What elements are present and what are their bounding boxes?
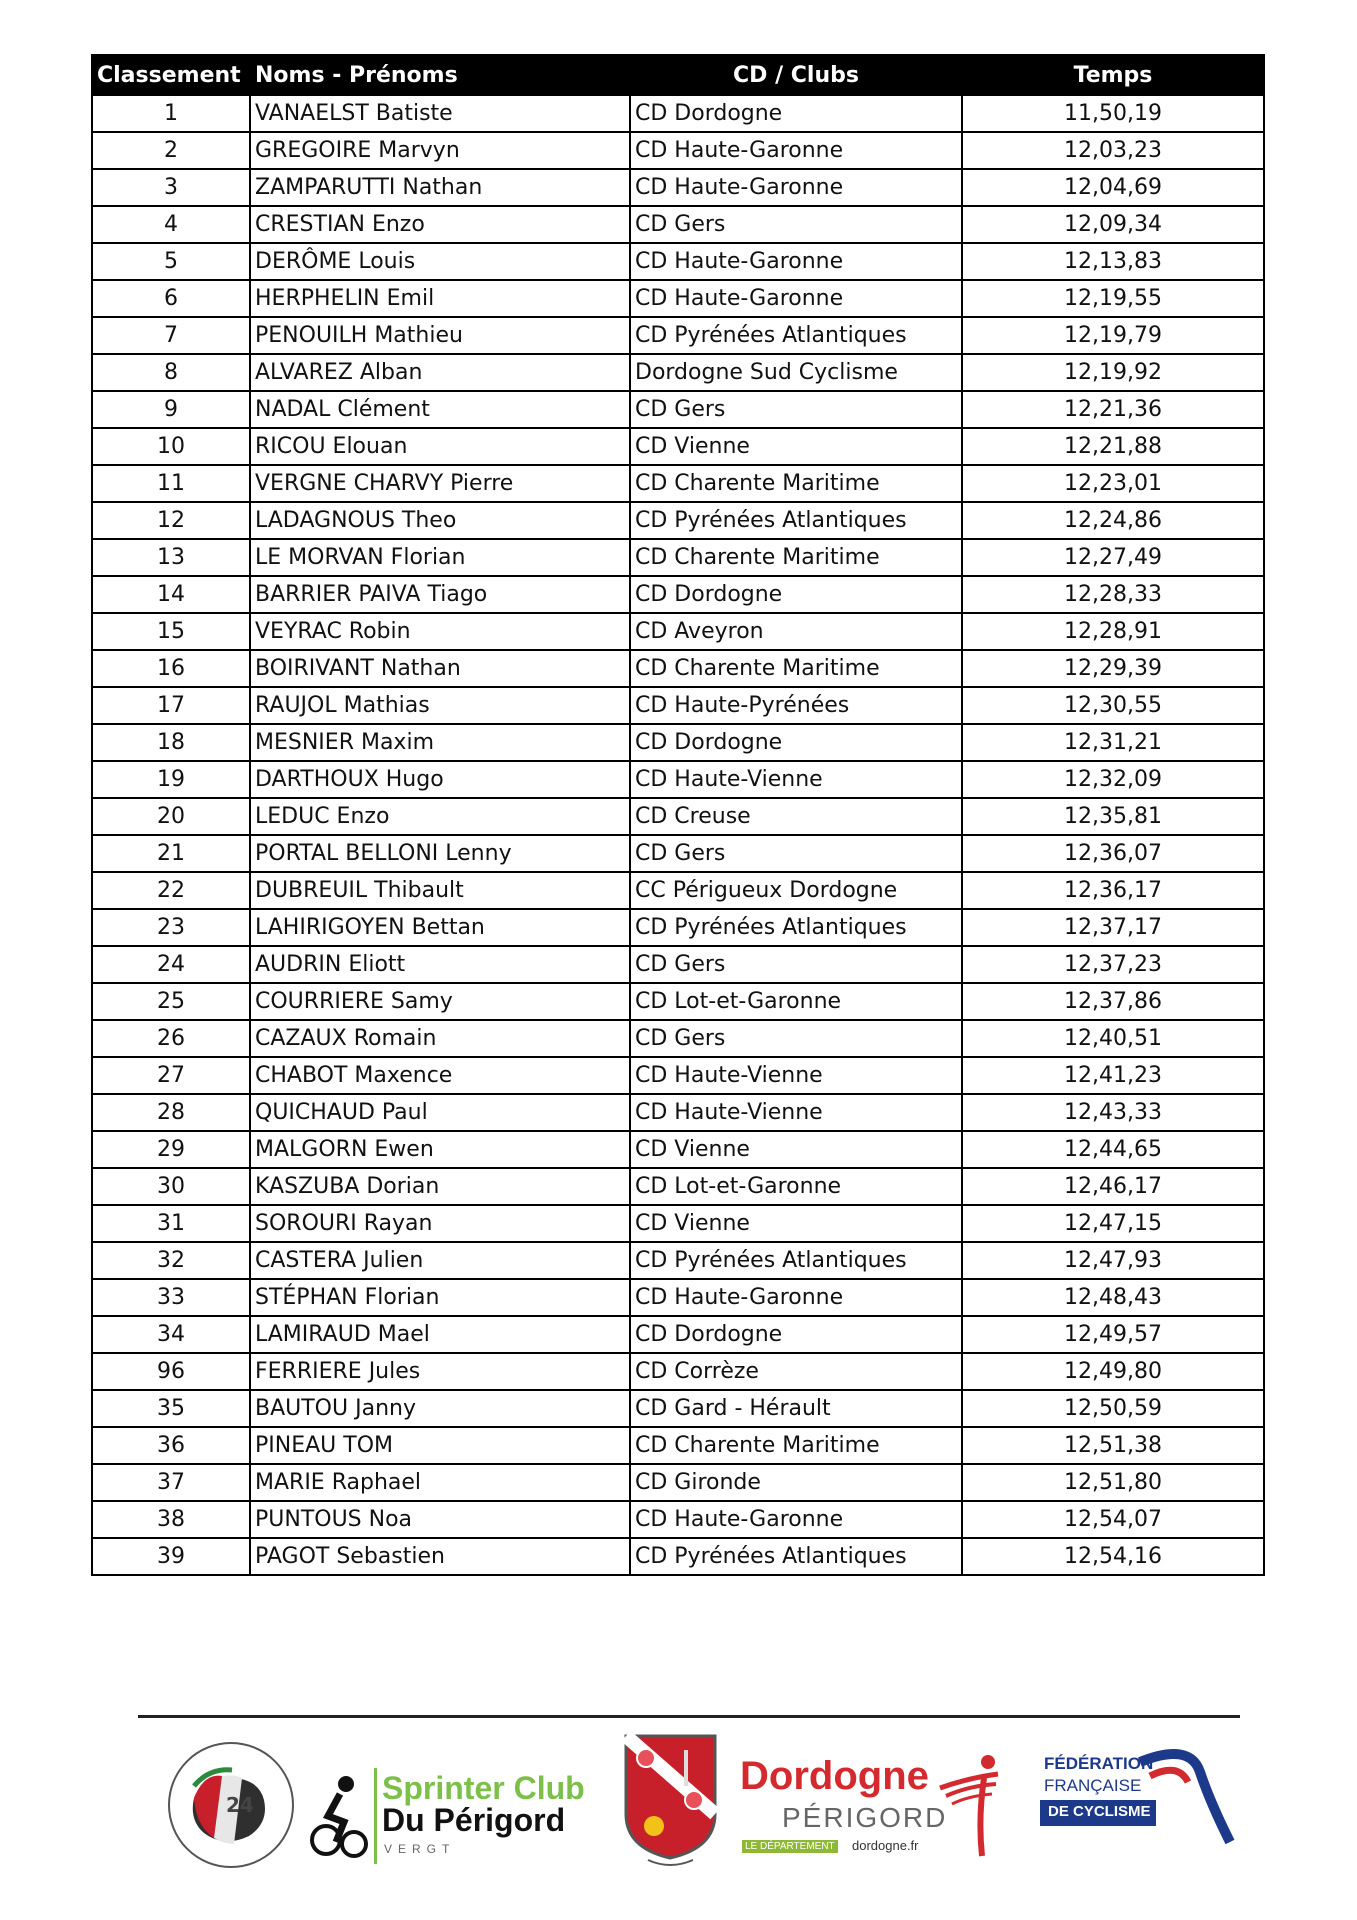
rank-cell: 32 xyxy=(92,1242,250,1279)
club-cell: CD Vienne xyxy=(630,428,962,465)
name-cell: VANAELST Batiste xyxy=(250,95,630,132)
time-cell: 12,30,55 xyxy=(962,687,1264,724)
results-table xyxy=(91,54,1265,1576)
table-row xyxy=(92,169,1264,206)
club-cell: CD Charente Maritime xyxy=(630,539,962,576)
sprinter-club-line1: Sprinter Club xyxy=(382,1770,585,1806)
club-cell: CD Pyrénées Atlantiques xyxy=(630,1242,962,1279)
ffc-logo xyxy=(1030,1742,1240,1872)
table-row xyxy=(92,1390,1264,1427)
table-row xyxy=(92,132,1264,169)
club-cell: CD Pyrénées Atlantiques xyxy=(630,1538,962,1575)
name-cell: GREGOIRE Marvyn xyxy=(250,132,630,169)
name-cell: DERÔME Louis xyxy=(250,243,630,280)
table-row xyxy=(92,1242,1264,1279)
club-cell: CD Haute-Garonne xyxy=(630,132,962,169)
rank-cell: 17 xyxy=(92,687,250,724)
club-cell: Dordogne Sud Cyclisme xyxy=(630,354,962,391)
table-row xyxy=(92,428,1264,465)
name-cell: ZAMPARUTTI Nathan xyxy=(250,169,630,206)
comite-badge-icon xyxy=(164,1738,299,1873)
name-cell: PORTAL BELLONI Lenny xyxy=(250,835,630,872)
name-cell: PINEAU TOM xyxy=(250,1427,630,1464)
dordogne-perigord-logo xyxy=(740,1748,1010,1868)
rank-cell: 8 xyxy=(92,354,250,391)
name-cell: BAUTOU Janny xyxy=(250,1390,630,1427)
coat-of-arms-icon xyxy=(618,1730,723,1870)
name-cell: CHABOT Maxence xyxy=(250,1057,630,1094)
time-cell: 12,47,93 xyxy=(962,1242,1264,1279)
time-cell: 12,21,88 xyxy=(962,428,1264,465)
club-cell: CD Gers xyxy=(630,946,962,983)
time-cell: 12,23,01 xyxy=(962,465,1264,502)
time-cell: 12,04,69 xyxy=(962,169,1264,206)
rank-cell: 13 xyxy=(92,539,250,576)
table-row xyxy=(92,1094,1264,1131)
sprinter-club-line3: VERGT xyxy=(384,1842,456,1856)
name-cell: DARTHOUX Hugo xyxy=(250,761,630,798)
rank-cell: 15 xyxy=(92,613,250,650)
table-row xyxy=(92,280,1264,317)
ffc-line3: DE CYCLISME xyxy=(1040,1800,1156,1826)
rank-cell: 26 xyxy=(92,1020,250,1057)
name-cell: HERPHELIN Emil xyxy=(250,280,630,317)
table-row xyxy=(92,317,1264,354)
time-cell: 12,44,65 xyxy=(962,1131,1264,1168)
club-cell: CD Charente Maritime xyxy=(630,1427,962,1464)
dordogne-line1: Dordogne xyxy=(740,1754,929,1798)
club-cell: CD Dordogne xyxy=(630,1316,962,1353)
dordogne-figure-icon xyxy=(938,1748,1008,1858)
ffc-line1: FÉDÉRATION xyxy=(1044,1754,1154,1773)
time-cell: 12,43,33 xyxy=(962,1094,1264,1131)
name-cell: COURRIERE Samy xyxy=(250,983,630,1020)
rank-cell: 9 xyxy=(92,391,250,428)
time-cell: 12,19,92 xyxy=(962,354,1264,391)
table-row xyxy=(92,946,1264,983)
rank-cell: 25 xyxy=(92,983,250,1020)
rank-cell: 36 xyxy=(92,1427,250,1464)
time-cell: 12,03,23 xyxy=(962,132,1264,169)
rank-cell: 37 xyxy=(92,1464,250,1501)
club-cell: CD Aveyron xyxy=(630,613,962,650)
rank-cell: 29 xyxy=(92,1131,250,1168)
club-cell: CD Haute-Garonne xyxy=(630,169,962,206)
header-name: Noms - Prénoms xyxy=(250,55,630,95)
table-row xyxy=(92,576,1264,613)
sprinter-club-line2: Du Périgord xyxy=(382,1802,566,1838)
club-cell: CD Dordogne xyxy=(630,724,962,761)
club-cell: CD Haute-Garonne xyxy=(630,243,962,280)
club-cell: CD Haute-Vienne xyxy=(630,761,962,798)
club-cell: CD Gers xyxy=(630,835,962,872)
club-cell: CD Gers xyxy=(630,1020,962,1057)
results-body xyxy=(92,95,1264,1575)
name-cell: BARRIER PAIVA Tiago xyxy=(250,576,630,613)
rank-cell: 18 xyxy=(92,724,250,761)
club-cell: CC Périgueux Dordogne xyxy=(630,872,962,909)
rank-cell: 30 xyxy=(92,1168,250,1205)
name-cell: CAZAUX Romain xyxy=(250,1020,630,1057)
time-cell: 12,40,51 xyxy=(962,1020,1264,1057)
header-club: CD / Clubs xyxy=(630,55,962,95)
rank-cell: 24 xyxy=(92,946,250,983)
time-cell: 12,28,91 xyxy=(962,613,1264,650)
rank-cell: 33 xyxy=(92,1279,250,1316)
rank-cell: 31 xyxy=(92,1205,250,1242)
table-row xyxy=(92,95,1264,132)
table-row xyxy=(92,761,1264,798)
name-cell: KASZUBA Dorian xyxy=(250,1168,630,1205)
name-cell: FERRIERE Jules xyxy=(250,1353,630,1390)
table-row xyxy=(92,872,1264,909)
time-cell: 12,50,59 xyxy=(962,1390,1264,1427)
table-row xyxy=(92,1279,1264,1316)
table-row xyxy=(92,835,1264,872)
dordogne-url: dordogne.fr xyxy=(852,1838,919,1853)
club-cell: CD Haute-Vienne xyxy=(630,1057,962,1094)
club-cell: CD Dordogne xyxy=(630,95,962,132)
time-cell: 12,49,80 xyxy=(962,1353,1264,1390)
time-cell: 12,28,33 xyxy=(962,576,1264,613)
club-cell: CD Pyrénées Atlantiques xyxy=(630,909,962,946)
table-row xyxy=(92,1168,1264,1205)
name-cell: RAUJOL Mathias xyxy=(250,687,630,724)
name-cell: VEYRAC Robin xyxy=(250,613,630,650)
name-cell: PAGOT Sebastien xyxy=(250,1538,630,1575)
table-row xyxy=(92,1353,1264,1390)
name-cell: CASTERA Julien xyxy=(250,1242,630,1279)
sponsor-logos xyxy=(150,1728,1240,1878)
time-cell: 12,13,83 xyxy=(962,243,1264,280)
rank-cell: 20 xyxy=(92,798,250,835)
time-cell: 12,36,07 xyxy=(962,835,1264,872)
club-cell: CD Gard - Hérault xyxy=(630,1390,962,1427)
club-cell: CD Pyrénées Atlantiques xyxy=(630,502,962,539)
time-cell: 12,37,86 xyxy=(962,983,1264,1020)
name-cell: LEDUC Enzo xyxy=(250,798,630,835)
header-rank: Classement xyxy=(92,55,250,95)
name-cell: STÉPHAN Florian xyxy=(250,1279,630,1316)
club-cell: CD Vienne xyxy=(630,1131,962,1168)
time-cell: 12,51,38 xyxy=(962,1427,1264,1464)
name-cell: DUBREUIL Thibault xyxy=(250,872,630,909)
club-cell: CD Gers xyxy=(630,206,962,243)
time-cell: 12,29,39 xyxy=(962,650,1264,687)
club-cell: CD Gers xyxy=(630,391,962,428)
club-cell: CD Creuse xyxy=(630,798,962,835)
rank-cell: 27 xyxy=(92,1057,250,1094)
club-cell: CD Charente Maritime xyxy=(630,650,962,687)
name-cell: SOROURI Rayan xyxy=(250,1205,630,1242)
table-row xyxy=(92,206,1264,243)
club-cell: CD Haute-Garonne xyxy=(630,1279,962,1316)
table-row xyxy=(92,650,1264,687)
name-cell: NADAL Clément xyxy=(250,391,630,428)
table-row xyxy=(92,1464,1264,1501)
time-cell: 12,36,17 xyxy=(962,872,1264,909)
table-row xyxy=(92,909,1264,946)
club-cell: CD Dordogne xyxy=(630,576,962,613)
rank-cell: 35 xyxy=(92,1390,250,1427)
rank-cell: 22 xyxy=(92,872,250,909)
rank-cell: 96 xyxy=(92,1353,250,1390)
table-row xyxy=(92,798,1264,835)
rank-cell: 14 xyxy=(92,576,250,613)
name-cell: BOIRIVANT Nathan xyxy=(250,650,630,687)
rank-cell: 19 xyxy=(92,761,250,798)
header-time: Temps xyxy=(962,55,1264,95)
name-cell: LAMIRAUD Mael xyxy=(250,1316,630,1353)
name-cell: MESNIER Maxim xyxy=(250,724,630,761)
dordogne-tag: LE DÉPARTEMENT xyxy=(742,1840,838,1853)
time-cell: 12,46,17 xyxy=(962,1168,1264,1205)
time-cell: 11,50,19 xyxy=(962,95,1264,132)
time-cell: 12,31,21 xyxy=(962,724,1264,761)
club-cell: CD Haute-Vienne xyxy=(630,1094,962,1131)
time-cell: 12,24,86 xyxy=(962,502,1264,539)
name-cell: LE MORVAN Florian xyxy=(250,539,630,576)
table-row xyxy=(92,391,1264,428)
name-cell: PUNTOUS Noa xyxy=(250,1501,630,1538)
time-cell: 12,32,09 xyxy=(962,761,1264,798)
ffc-swoosh-icon xyxy=(1130,1742,1240,1862)
name-cell: MARIE Raphael xyxy=(250,1464,630,1501)
time-cell: 12,41,23 xyxy=(962,1057,1264,1094)
time-cell: 12,54,16 xyxy=(962,1538,1264,1575)
table-row xyxy=(92,724,1264,761)
name-cell: LAHIRIGOYEN Bettan xyxy=(250,909,630,946)
rank-cell: 34 xyxy=(92,1316,250,1353)
rank-cell: 21 xyxy=(92,835,250,872)
table-row xyxy=(92,687,1264,724)
time-cell: 12,19,79 xyxy=(962,317,1264,354)
table-row xyxy=(92,1131,1264,1168)
club-cell: CD Pyrénées Atlantiques xyxy=(630,317,962,354)
rank-cell: 16 xyxy=(92,650,250,687)
time-cell: 12,48,43 xyxy=(962,1279,1264,1316)
coat-of-arms-logo xyxy=(618,1730,723,1870)
club-cell: CD Gironde xyxy=(630,1464,962,1501)
rank-cell: 12 xyxy=(92,502,250,539)
table-row xyxy=(92,502,1264,539)
time-cell: 12,49,57 xyxy=(962,1316,1264,1353)
club-cell: CD Vienne xyxy=(630,1205,962,1242)
club-cell: CD Lot-et-Garonne xyxy=(630,1168,962,1205)
time-cell: 12,35,81 xyxy=(962,798,1264,835)
club-cell: CD Haute-Garonne xyxy=(630,1501,962,1538)
rank-cell: 6 xyxy=(92,280,250,317)
table-row xyxy=(92,1501,1264,1538)
rank-cell: 5 xyxy=(92,243,250,280)
name-cell: LADAGNOUS Theo xyxy=(250,502,630,539)
rank-cell: 28 xyxy=(92,1094,250,1131)
table-row xyxy=(92,1427,1264,1464)
name-cell: QUICHAUD Paul xyxy=(250,1094,630,1131)
ffc-line2: FRANÇAISE xyxy=(1044,1776,1142,1795)
rank-cell: 11 xyxy=(92,465,250,502)
svg-text:24: 24 xyxy=(226,1793,254,1817)
time-cell: 12,47,15 xyxy=(962,1205,1264,1242)
rank-cell: 3 xyxy=(92,169,250,206)
time-cell: 12,51,80 xyxy=(962,1464,1264,1501)
name-cell: MALGORN Ewen xyxy=(250,1131,630,1168)
rank-cell: 1 xyxy=(92,95,250,132)
name-cell: ALVAREZ Alban xyxy=(250,354,630,391)
table-row xyxy=(92,243,1264,280)
time-cell: 12,09,34 xyxy=(962,206,1264,243)
footer-divider xyxy=(138,1715,1240,1718)
club-cell: CD Corrèze xyxy=(630,1353,962,1390)
sprinter-club-logo xyxy=(310,1768,600,1868)
club-cell: CD Haute-Pyrénées xyxy=(630,687,962,724)
name-cell: AUDRIN Eliott xyxy=(250,946,630,983)
table-row xyxy=(92,1205,1264,1242)
table-row xyxy=(92,983,1264,1020)
club-cell: CD Lot-et-Garonne xyxy=(630,983,962,1020)
time-cell: 12,27,49 xyxy=(962,539,1264,576)
comite-departemental-logo xyxy=(164,1738,299,1873)
table-row xyxy=(92,1538,1264,1575)
club-cell: CD Charente Maritime xyxy=(630,465,962,502)
table-row xyxy=(92,613,1264,650)
time-cell: 12,54,07 xyxy=(962,1501,1264,1538)
dordogne-line2: PÉRIGORD xyxy=(782,1802,948,1833)
table-row xyxy=(92,1057,1264,1094)
cyclist-icon xyxy=(310,1772,370,1862)
table-row xyxy=(92,354,1264,391)
name-cell: VERGNE CHARVY Pierre xyxy=(250,465,630,502)
table-header-row xyxy=(92,55,1264,95)
table-row xyxy=(92,539,1264,576)
name-cell: RICOU Elouan xyxy=(250,428,630,465)
rank-cell: 39 xyxy=(92,1538,250,1575)
rank-cell: 23 xyxy=(92,909,250,946)
time-cell: 12,19,55 xyxy=(962,280,1264,317)
rank-cell: 4 xyxy=(92,206,250,243)
rank-cell: 38 xyxy=(92,1501,250,1538)
rank-cell: 2 xyxy=(92,132,250,169)
table-row xyxy=(92,1316,1264,1353)
time-cell: 12,37,23 xyxy=(962,946,1264,983)
time-cell: 12,37,17 xyxy=(962,909,1264,946)
name-cell: CRESTIAN Enzo xyxy=(250,206,630,243)
time-cell: 12,21,36 xyxy=(962,391,1264,428)
rank-cell: 7 xyxy=(92,317,250,354)
club-cell: CD Haute-Garonne xyxy=(630,280,962,317)
table-row xyxy=(92,465,1264,502)
rank-cell: 10 xyxy=(92,428,250,465)
table-row xyxy=(92,1020,1264,1057)
name-cell: PENOUILH Mathieu xyxy=(250,317,630,354)
